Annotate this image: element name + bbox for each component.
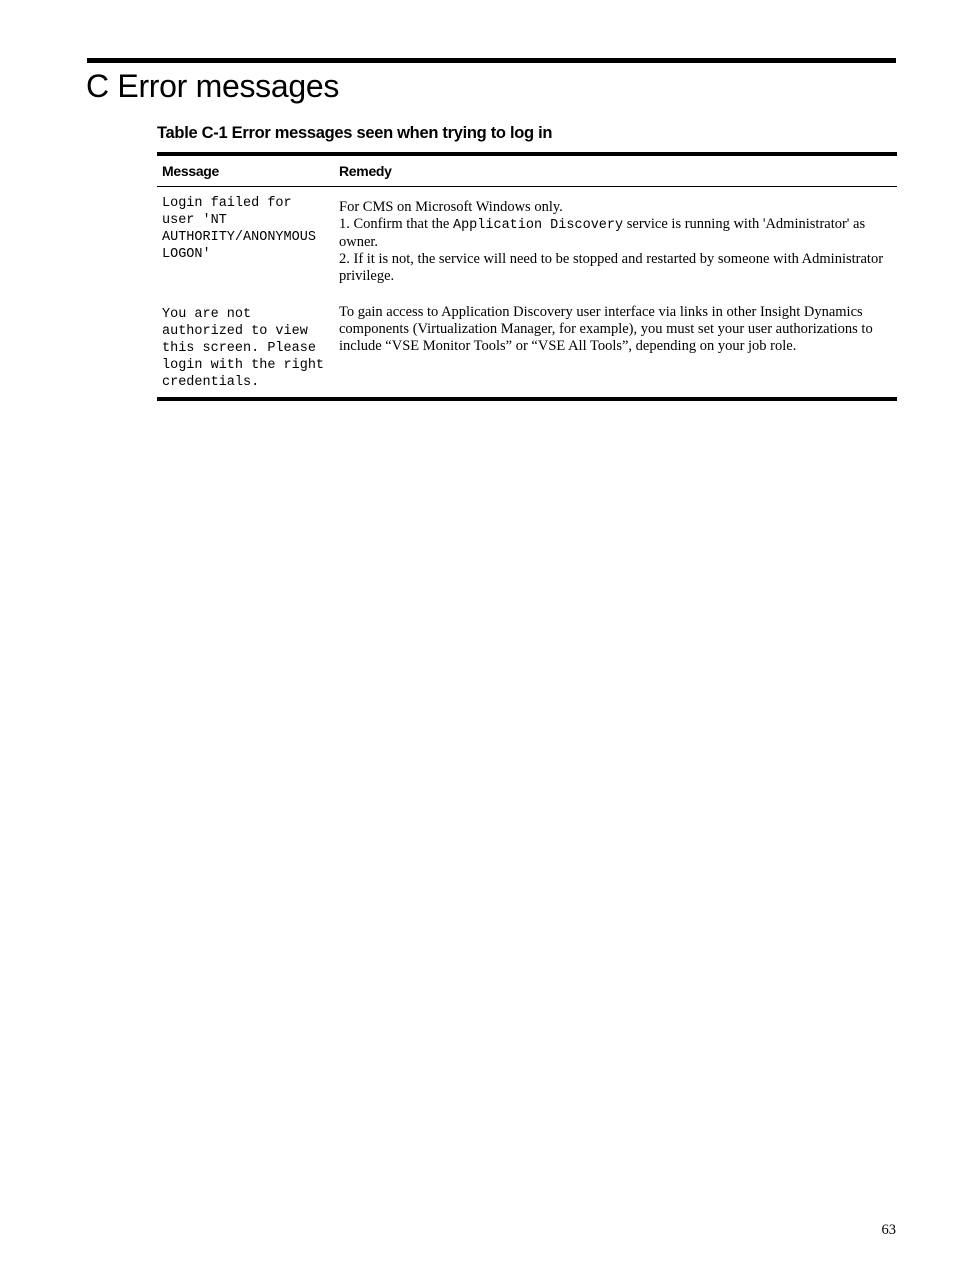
table-header-row (157, 154, 897, 187)
chapter-title: C Error messages (86, 68, 340, 104)
column-header-remedy: Remedy (334, 154, 897, 187)
remedy-cell: To gain access to Application Discovery user interface via links in other Insight Dynamics components (Virtualization Manager, for example), you must set your user authorizations to include “VSE Monitor Tools” or “VSE All Tools”, depending on your job role. (339, 304, 873, 354)
remedy-step-2: 2. If it is not, the service will need to be stopped and restarted by someone with Administrator privilege. (339, 251, 884, 284)
remedy-step-1 (339, 216, 893, 251)
remedy-text: service is running with 'Administrator' as owner. (339, 216, 866, 250)
table-row (157, 304, 897, 399)
remedy-cell (334, 187, 897, 305)
column-header-message: Message (157, 154, 334, 187)
page-number: 63 (881, 1222, 896, 1238)
service-name-code: Application Discovery (452, 218, 624, 233)
chapter-top-rule (87, 58, 896, 63)
message-cell: Login failed for user 'NT AUTHORITY/ANONYMOUS LOGON' (162, 196, 316, 262)
table-row (157, 187, 897, 305)
error-messages-table-container (157, 152, 897, 401)
error-messages-table (157, 152, 897, 401)
remedy-text: For CMS on Microsoft Windows only. (339, 199, 563, 215)
message-cell: You are not authorized to view this screen. Please login with the right credentials. (162, 307, 325, 390)
table-caption: Table C-1 Error messages seen when trying to log in (157, 124, 553, 142)
remedy-text: 1. Confirm that the (339, 216, 453, 232)
